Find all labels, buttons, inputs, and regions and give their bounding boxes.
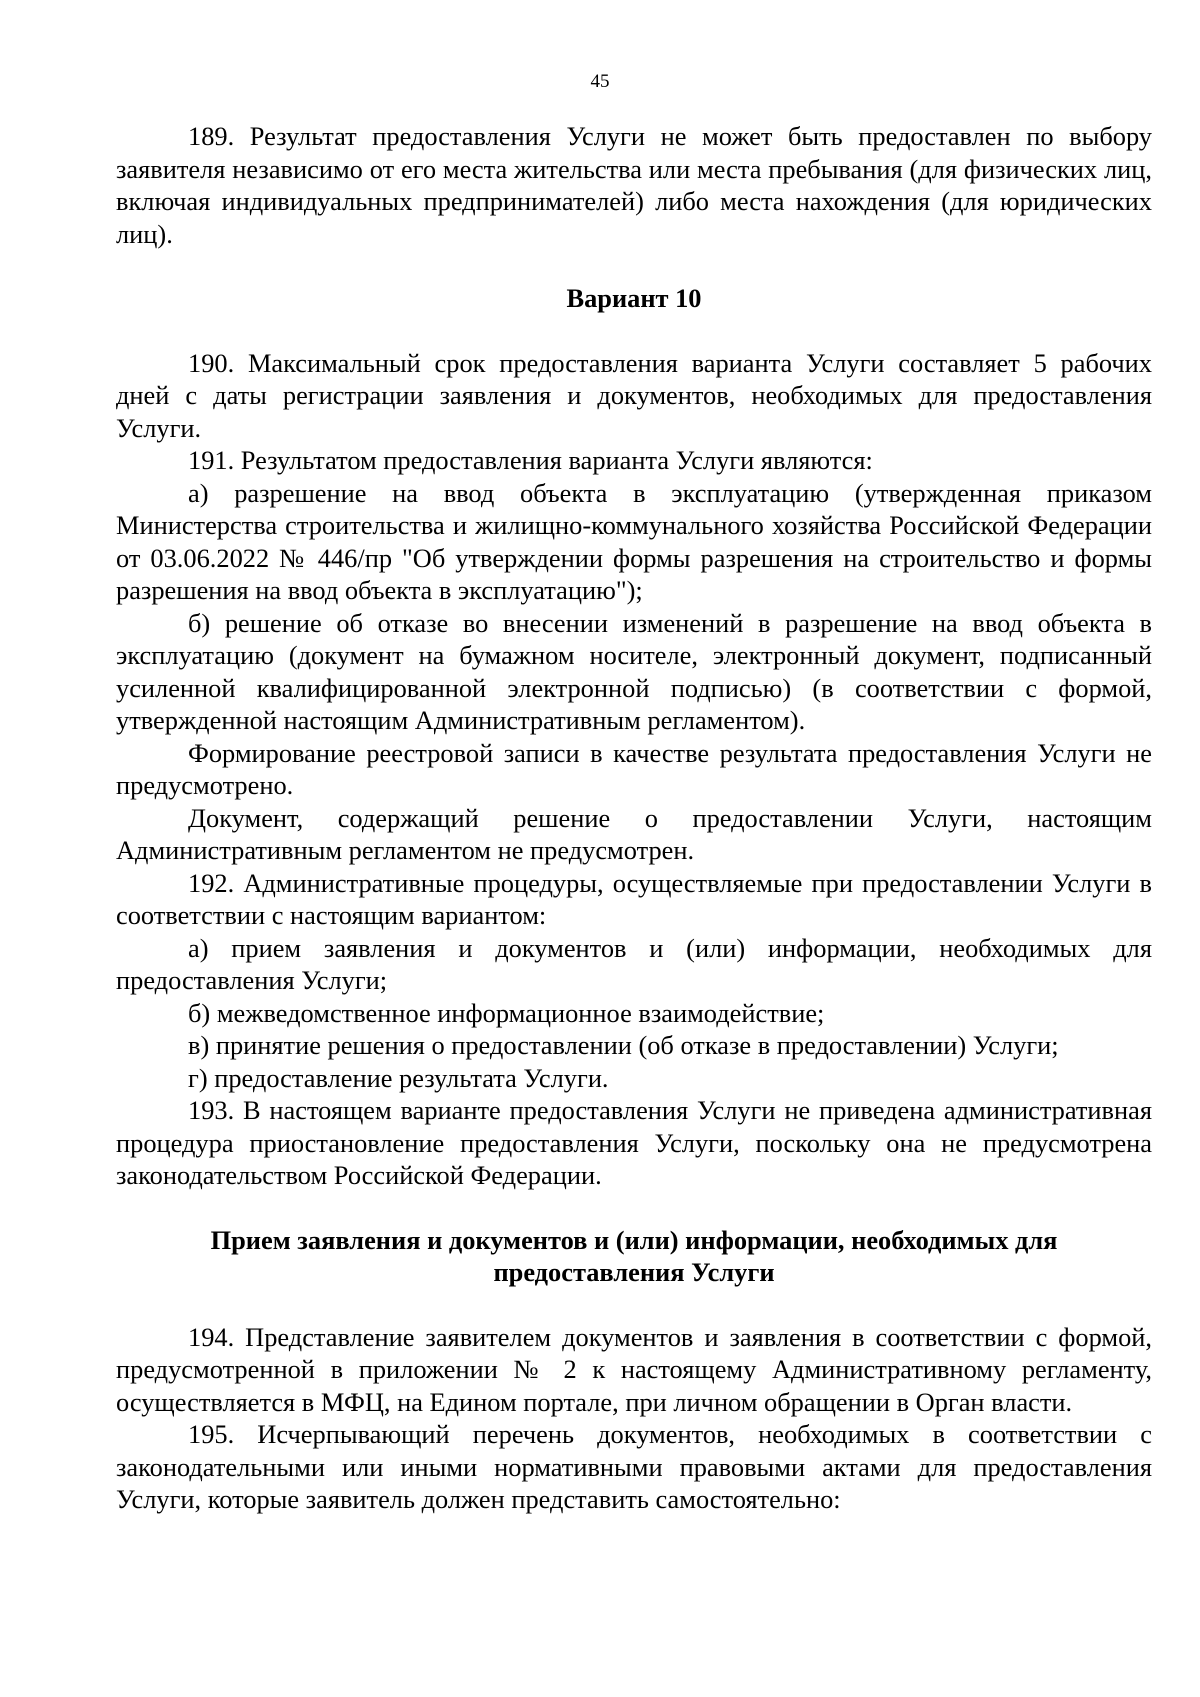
paragraph-decision-document: Документ, содержащий решение о предоставлении Услуги, настоящим Административным регламентом не предусмотрен. xyxy=(116,802,1152,865)
paragraph-189: 189. Результат предоставления Услуги не может быть предоставлен по выбору заявителя независимо от его места жительства или места пребывания (для физических лиц, включая индивидуальных предпринимателей) либо места нахождения (для юридических лиц). xyxy=(116,121,1152,249)
variant-heading: Вариант 10 xyxy=(566,283,702,313)
paragraph-192-v: в) принятие решения о предоставлении (об отказе в предоставлении) Услуги; xyxy=(188,1030,1059,1060)
paragraph-192-a: а) прием заявления и документов и (или) информации, необходимых для предоставления Услуги; xyxy=(116,932,1152,995)
page-number: 45 xyxy=(590,71,610,92)
paragraph-193: 193. В настоящем варианте предоставления Услуги не приведена административная процедура приостановление предоставления Услуги, поскольку она не предусмотрена законодательством Российской Федерации. xyxy=(116,1095,1152,1190)
paragraph-192-g: г) предоставление результата Услуги. xyxy=(188,1062,609,1093)
document-body xyxy=(116,120,1152,1516)
paragraph-registry-record: Формирование реестровой записи в качестве результата предоставления Услуги не предусмотрено. xyxy=(116,737,1152,800)
section-heading: Прием заявления и документов и (или) информации, необходимых для предоставления Услуги xyxy=(210,1224,1058,1287)
paragraph-192-b: б) межведомственное информационное взаимодействие; xyxy=(188,997,825,1028)
paragraph-191-b: б) решение об отказе во внесении изменений в разрешение на ввод объекта в эксплуатацию (документ на бумажном носителе, электронный документ, подписанный усиленной квалифицированной электронной подписью) (в соответствии с формой, утвержденной настоящим Административным регламентом). xyxy=(116,607,1152,735)
paragraph-192: 192. Административные процедуры, осуществляемые при предоставлении Услуги в соответствии с настоящим вариантом: xyxy=(116,867,1152,930)
paragraph-195: 195. Исчерпывающий перечень документов, необходимых в соответствии с законодательными или иными нормативными правовыми актами для предоставления Услуги, которые заявитель должен представить самостоятельно: xyxy=(116,1419,1152,1514)
paragraph-194: 194. Представление заявителем документов и заявления в соответствии с формой, предусмотренной в приложении № 2 к настоящему Административному регламенту, осуществляется в МФЦ, на Едином портале, при личном обращении в Орган власти. xyxy=(116,1321,1152,1417)
paragraph-190: 190. Максимальный срок предоставления варианта Услуги составляет 5 рабочих дней с даты регистрации заявления и документов, необходимых для предоставления Услуги. xyxy=(116,347,1152,443)
paragraph-191: 191. Результатом предоставления варианта Услуги являются: xyxy=(188,445,873,475)
paragraph-191-a: а) разрешение на ввод объекта в эксплуатацию (утвержденная приказом Министерства строительства и жилищно-коммунального хозяйства Российской Федерации от 03.06.2022 № 446/пр "Об утверждении формы разрешения на строительство и формы разрешения на ввод объекта в эксплуатацию"); xyxy=(116,477,1152,605)
